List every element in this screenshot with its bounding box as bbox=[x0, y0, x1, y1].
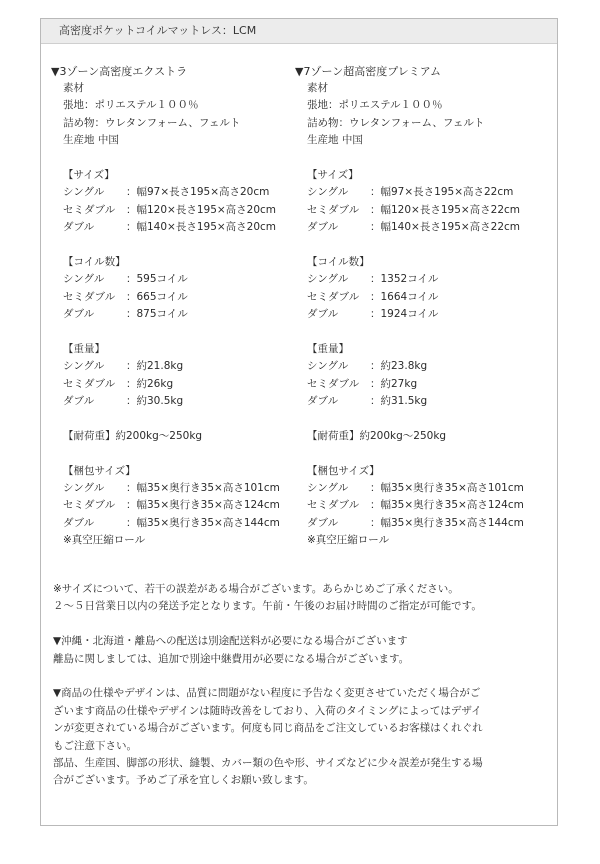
size-row bbox=[63, 202, 291, 219]
shipping-notice-line: 離島に関しましては、追加で別途中継費用が必要になる場合がございます。 bbox=[53, 652, 410, 665]
product-notice-line: ざいます商品の仕様やデザインは随時改善をしており、入荷のタイミングによってはデザイ bbox=[53, 704, 482, 717]
weight-value: ：約21.8kg bbox=[126, 360, 184, 373]
package-heading: 【梱包サイズ】 bbox=[307, 464, 380, 477]
package-value: ：幅35×奥行き35×高さ101cm bbox=[126, 481, 280, 494]
weight-row bbox=[63, 376, 291, 393]
weight-row bbox=[63, 358, 291, 375]
shipping-notice-line: ▼沖縄・北海道・離島への配送は別途配送料が必要になる場合がございます bbox=[53, 635, 408, 648]
material-origin: 生産地 中国 bbox=[63, 134, 119, 147]
size-heading: 【サイズ】 bbox=[63, 168, 115, 181]
coil-row bbox=[307, 289, 535, 306]
coil-value: ：1664コイル bbox=[370, 290, 439, 303]
product-notice-line: ンが変更されている場合がございます。何度も同じ商品をご注文しているお客様はくれぐれ bbox=[53, 722, 483, 735]
coil-row bbox=[63, 271, 291, 288]
package-value: ：幅35×奥行き35×高さ144cm bbox=[126, 516, 280, 529]
coil-label: セミダブル bbox=[63, 290, 116, 303]
weight-heading: 【重量】 bbox=[307, 342, 349, 355]
weight-label: セミダブル bbox=[307, 377, 360, 390]
package-label: シングル bbox=[307, 481, 349, 494]
weight-label: ダブル bbox=[307, 395, 339, 408]
package-row bbox=[307, 480, 535, 497]
package-row bbox=[307, 497, 535, 514]
product-notice-line: ▼商品の仕様やデザインは、品質に問題がない程度に予告なく変更させていただく場合がご bbox=[53, 687, 481, 700]
spec-column-extra bbox=[51, 63, 291, 550]
coil-label: シングル bbox=[63, 273, 105, 286]
package-note: ※真空圧縮ロール bbox=[307, 534, 390, 547]
package-value: ：幅35×奥行き35×高さ124cm bbox=[370, 499, 524, 512]
weight-label: シングル bbox=[307, 360, 349, 373]
weight-row bbox=[307, 376, 535, 393]
coil-value: ：595コイル bbox=[126, 273, 188, 286]
weight-value: ：約30.5kg bbox=[126, 395, 184, 408]
weight-label: シングル bbox=[63, 360, 105, 373]
weight-label: ダブル bbox=[63, 395, 95, 408]
package-row bbox=[63, 497, 291, 514]
size-value: ：幅140×長さ195×高さ20cm bbox=[126, 221, 277, 234]
weight-value: ：約31.5kg bbox=[370, 395, 428, 408]
package-label: ダブル bbox=[63, 516, 95, 529]
package-note: ※真空圧縮ロール bbox=[63, 534, 146, 547]
product-notice-line: もご注意下さい。 bbox=[53, 739, 137, 752]
size-heading: 【サイズ】 bbox=[307, 168, 359, 181]
shipping-time-line: ２～５日営業日以内の発送予定となります。午前・午後のお届け時間のご指定が可能です。 bbox=[53, 600, 482, 613]
size-label: ダブル bbox=[63, 221, 95, 234]
material-heading: 素材 bbox=[307, 82, 328, 94]
weight-value: ：約23.8kg bbox=[370, 360, 428, 373]
column-title: ▼3ゾーン高密度エクストラ bbox=[51, 65, 188, 78]
material-origin: 生産地 中国 bbox=[307, 134, 363, 147]
material-fabric: 張地：ポリエステル１００％ bbox=[63, 99, 199, 112]
package-row bbox=[307, 515, 535, 532]
size-label: セミダブル bbox=[63, 203, 116, 216]
weight-row bbox=[63, 393, 291, 410]
product-spec-panel bbox=[40, 18, 558, 826]
package-row bbox=[63, 515, 291, 532]
spec-body bbox=[307, 80, 535, 550]
coil-heading: 【コイル数】 bbox=[307, 255, 370, 268]
coil-heading: 【コイル数】 bbox=[63, 255, 126, 268]
spec-column-premium bbox=[295, 63, 535, 550]
size-label: セミダブル bbox=[307, 203, 360, 216]
size-notice-line: ※サイズについて、若干の誤差がある場合がございます。あらかじめご了承ください。 bbox=[53, 583, 459, 595]
size-label: ダブル bbox=[307, 221, 339, 234]
coil-value: ：665コイル bbox=[126, 290, 188, 303]
weight-value: ：約26kg bbox=[126, 377, 174, 390]
product-notice-line: 部品、生産国、脚部の形状、縫製、カバー類の色や形、サイズなどに少々誤差が発生する場 bbox=[53, 757, 483, 770]
coil-label: シングル bbox=[307, 273, 349, 286]
coil-label: セミダブル bbox=[307, 290, 360, 303]
size-value: ：幅97×長さ195×高さ22cm bbox=[370, 186, 514, 199]
package-row bbox=[63, 480, 291, 497]
coil-row bbox=[63, 306, 291, 323]
size-row bbox=[63, 184, 291, 201]
coil-row bbox=[307, 271, 535, 288]
package-value: ：幅35×奥行き35×高さ101cm bbox=[370, 481, 524, 494]
package-label: セミダブル bbox=[63, 499, 116, 512]
size-value: ：幅97×長さ195×高さ20cm bbox=[126, 186, 270, 199]
coil-value: ：1924コイル bbox=[370, 308, 439, 321]
size-value: ：幅120×長さ195×高さ22cm bbox=[370, 203, 521, 216]
weight-value: ：約27kg bbox=[370, 377, 418, 390]
weight-label: セミダブル bbox=[63, 377, 116, 390]
material-heading: 素材 bbox=[63, 82, 84, 94]
size-row bbox=[307, 184, 535, 201]
load-capacity: 【耐荷重】約200kg～250kg bbox=[307, 429, 447, 442]
spec-body bbox=[63, 80, 291, 550]
size-row bbox=[307, 202, 535, 219]
size-label: シングル bbox=[63, 186, 105, 199]
material-fabric: 張地：ポリエステル１００％ bbox=[307, 99, 443, 112]
package-label: ダブル bbox=[307, 516, 339, 529]
size-label: シングル bbox=[307, 186, 349, 199]
coil-row bbox=[63, 289, 291, 306]
notes-section bbox=[53, 581, 551, 790]
package-value: ：幅35×奥行き35×高さ144cm bbox=[370, 516, 524, 529]
coil-label: ダブル bbox=[307, 308, 339, 321]
product-notice-line: 合がございます。予めご了承を宜しくお願い致します。 bbox=[53, 774, 314, 787]
package-label: シングル bbox=[63, 481, 105, 494]
size-row bbox=[307, 219, 535, 236]
package-heading: 【梱包サイズ】 bbox=[63, 464, 136, 477]
weight-heading: 【重量】 bbox=[63, 342, 105, 355]
size-row bbox=[63, 219, 291, 236]
page-title: 高密度ポケットコイルマットレス：LCM bbox=[41, 19, 557, 44]
coil-value: ：1352コイル bbox=[370, 273, 439, 286]
material-filling: 詰め物：ウレタンフォーム、フェルト bbox=[63, 116, 241, 129]
weight-row bbox=[307, 358, 535, 375]
size-value: ：幅120×長さ195×高さ20cm bbox=[126, 203, 277, 216]
package-value: ：幅35×奥行き35×高さ124cm bbox=[126, 499, 280, 512]
load-capacity: 【耐荷重】約200kg～250kg bbox=[63, 429, 203, 442]
coil-row bbox=[307, 306, 535, 323]
package-label: セミダブル bbox=[307, 499, 360, 512]
column-title: ▼7ゾーン超高密度プレミアム bbox=[295, 65, 442, 78]
coil-value: ：875コイル bbox=[126, 308, 188, 321]
weight-row bbox=[307, 393, 535, 410]
size-value: ：幅140×長さ195×高さ22cm bbox=[370, 221, 521, 234]
coil-label: ダブル bbox=[63, 308, 95, 321]
material-filling: 詰め物：ウレタンフォーム、フェルト bbox=[307, 116, 485, 129]
